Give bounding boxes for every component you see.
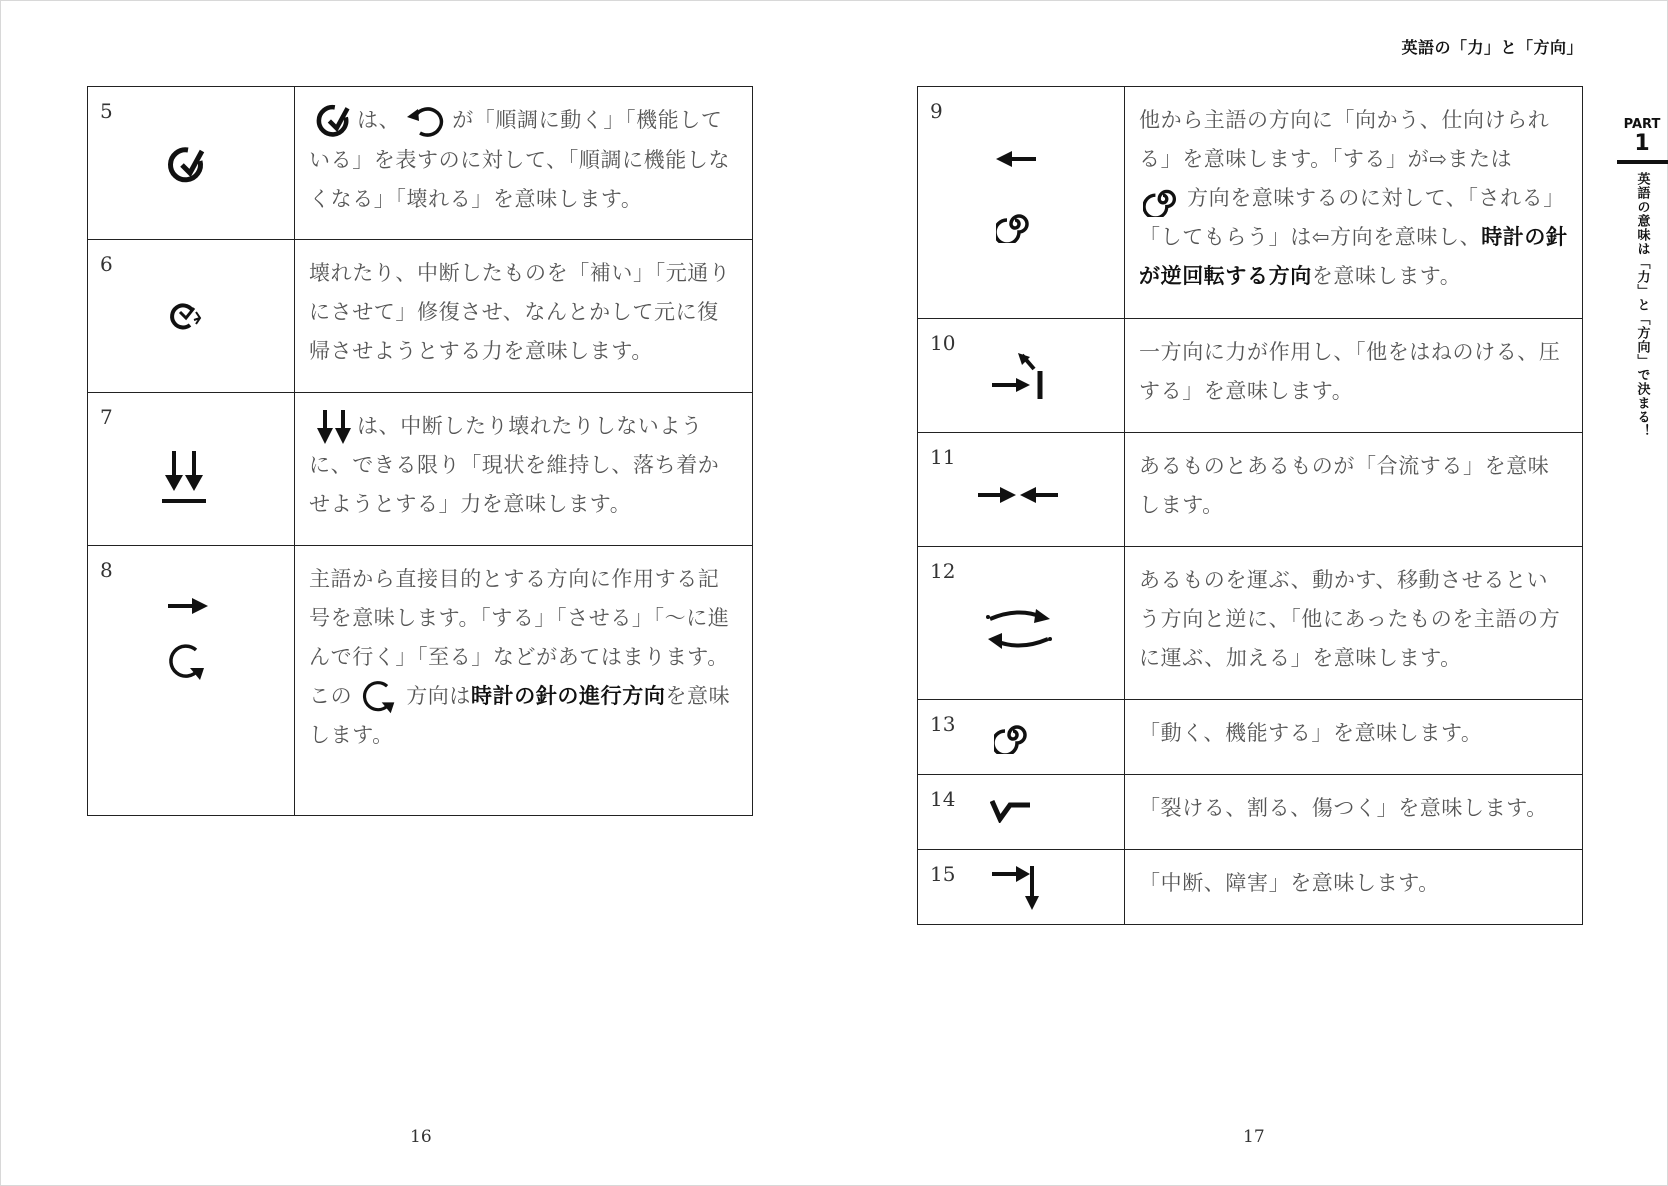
description-text: は、中断したり壊れたりしないように、できる限り「現状を維持し、落ち着かせようとする」力を意味します。: [309, 414, 720, 516]
table-row: [88, 87, 753, 240]
row-number: 14: [930, 787, 956, 811]
row-number: 5: [100, 99, 113, 123]
description-cell: [295, 240, 753, 393]
table-row: [918, 700, 1583, 775]
table-row: [88, 240, 753, 393]
row-number: 13: [930, 712, 956, 736]
left-symbol-table: [87, 86, 753, 816]
symbol-cell: [88, 240, 295, 393]
symbol-cell: [918, 547, 1125, 700]
emphasis-text: 時計の針の進行方向: [471, 684, 666, 708]
double-down-arrow-icon: [160, 449, 208, 505]
row-number: 7: [100, 405, 113, 429]
description-text: この: [309, 684, 353, 708]
symbol-cell: [88, 393, 295, 546]
description-text: あるものを運ぶ、動かす、移動させるという方向と逆に、「他にあったものを主語の方に運ぶ、加える」を意味します。: [1139, 568, 1561, 670]
description-text: 「裂ける、割る、傷つく」を意味します。: [1139, 796, 1548, 820]
description-text: 方向は: [406, 684, 472, 708]
description-cell: [1125, 319, 1583, 433]
row-number: 6: [100, 252, 113, 276]
description-cell: [1125, 775, 1583, 850]
description-cell: [1125, 433, 1583, 547]
description-cell: [1125, 87, 1583, 319]
table-row: [918, 547, 1583, 700]
part-vertical-title: 英語の意味は「力」と「方向」で決まる！: [1634, 172, 1650, 438]
arrow-deflect-icon: [990, 351, 1050, 401]
description-cell: [1125, 850, 1583, 925]
table-row: [918, 87, 1583, 319]
spiral-icon: [994, 716, 1032, 754]
description-cell: [295, 393, 753, 546]
arrow-block-icon: [990, 862, 1040, 912]
symbol-cell: [918, 433, 1125, 547]
part-rule: [1617, 160, 1668, 164]
table-row: [918, 850, 1583, 925]
check-circle-icon: [313, 101, 353, 141]
table-row: [918, 433, 1583, 547]
row-number: 12: [930, 559, 956, 583]
description-cell: [295, 87, 753, 240]
description-text: は、: [357, 108, 401, 132]
right-symbol-table: [917, 86, 1583, 925]
table-row: [88, 546, 753, 816]
row-number: 10: [930, 331, 956, 355]
converging-arrows-icon: [976, 485, 1060, 505]
description-text: 一方向に力が作用し、「他をはねのける、圧する」を意味します。: [1139, 340, 1561, 403]
left-arrow-icon: [994, 149, 1038, 169]
clockwise-cycle-icon: [356, 679, 402, 715]
table-row: [918, 319, 1583, 433]
page-number-left: 16: [410, 1127, 432, 1147]
clockwise-cycle-icon: [166, 642, 208, 682]
table-row: [918, 775, 1583, 850]
table-row: [88, 393, 753, 546]
row-number: 9: [930, 99, 943, 123]
description-cell: [1125, 700, 1583, 775]
description-cell: [1125, 547, 1583, 700]
crack-icon: [990, 797, 1032, 823]
description-text: 主語から直接目的とする方向に作用する記号を意味します。「する」「させる」「〜に進んで行く」「至る」などがあてはまります。: [309, 567, 730, 669]
spiral-icon: [996, 205, 1034, 243]
description-text: 方向を意味するのに対して、「される」「してもらう」は⇦方向を意味し、: [1139, 186, 1565, 249]
symbol-cell: [918, 775, 1125, 850]
row-number: 11: [930, 445, 956, 469]
right-arrow-icon: [166, 596, 210, 616]
part-label: PART: [1623, 117, 1661, 132]
description-text: が「順調に動く」「機能している」を表すのに対して、「順調に機能しなくなる」「壊れる」を意味します。: [309, 108, 731, 211]
description-text: を意味します。: [1311, 264, 1462, 288]
description-text: 他から主語の方向に「向かう、仕向けられる」を意味します。「する」が⇨または: [1139, 108, 1550, 171]
row-number: 8: [100, 558, 113, 582]
symbol-cell: [88, 546, 295, 816]
emphasis-text: 時計の針が逆回転する方向: [1139, 225, 1568, 288]
description-text: 「中断、障害」を意味します。: [1139, 871, 1440, 895]
check-circle-icon: [164, 143, 208, 187]
symbol-cell: [88, 87, 295, 240]
exchange-arrows-icon: [984, 607, 1054, 651]
symbol-cell: [918, 700, 1125, 775]
description-text: 「動く、機能する」を意味します。: [1139, 721, 1483, 745]
description-text: を意味します。: [309, 684, 731, 747]
part-number: 1: [1634, 131, 1650, 156]
symbol-cell: [918, 850, 1125, 925]
row-number: 15: [930, 862, 956, 886]
symbol-cell: [918, 319, 1125, 433]
description-cell: [295, 546, 753, 816]
running-head: 英語の「力」と「方向」: [1401, 38, 1583, 57]
page-number-right: 17: [1243, 1127, 1265, 1147]
broken-cycle-icon: [168, 298, 206, 332]
description-text: 壊れたり、中断したものを「補い」「元通りにさせて」修復させ、なんとかして元に復帰させようとする力を意味します。: [309, 261, 731, 363]
part-tab: [1615, 117, 1668, 438]
spiral-icon: [1143, 181, 1183, 217]
description-text: あるものとあるものが「合流する」を意味します。: [1139, 454, 1550, 517]
counter-cycle-icon: [404, 103, 448, 139]
double-down-arrow-icon: [313, 408, 353, 446]
symbol-cell: [918, 87, 1125, 319]
